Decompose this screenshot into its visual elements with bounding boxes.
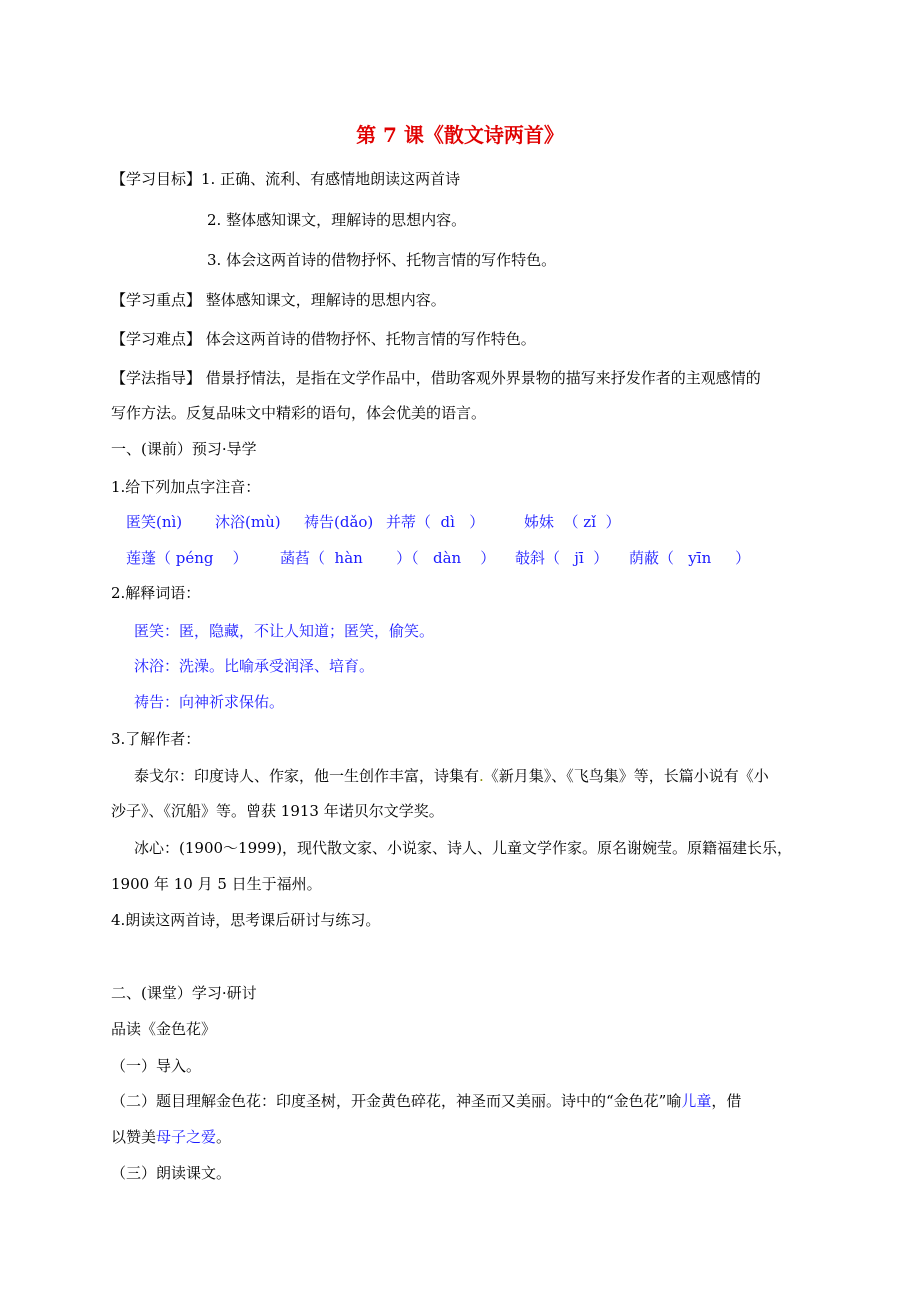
step-1: （一）导入。 (111, 1057, 202, 1075)
goals-label: 【学习目标】 (111, 170, 202, 188)
section2-subheading: 品读《金色花》 (111, 1020, 217, 1038)
pinyin-item: 攲斜（ jī ） (515, 549, 609, 567)
method-label: 【学法指导】 (111, 369, 202, 387)
step-3: （三）朗读课文。 (111, 1164, 232, 1182)
step-2-answer: 儿童 (681, 1092, 712, 1110)
highlight-dot: . (479, 767, 484, 785)
tagore-text-a: 泰戈尔：印度诗人、作家，他一生创作丰富，诗集有 (134, 767, 480, 785)
pinyin-item: 沐浴(mù) (215, 513, 281, 531)
method-text: 借景抒情法，是指在文学作品中，借助客观外界景物的描写来抒发作者的主观感情的 (205, 369, 761, 387)
step-2-line-2 (111, 1127, 231, 1147)
difficulty-line (111, 329, 536, 349)
pinyin-item: 并蒂（ dì ） (386, 513, 485, 531)
tagore-line-1 (134, 766, 769, 786)
difficulty-label: 【学习难点】 (111, 330, 202, 348)
definition-item: 沐浴：洗澡。比喻承受润泽、培育。 (134, 657, 375, 675)
method-line-2: 写作方法。反复品味文中精彩的语句，体会优美的语言。 (111, 404, 487, 422)
step-2-answer: 母子之爱 (156, 1128, 217, 1146)
step-2-text: 以赞美 (111, 1128, 157, 1146)
page-title: 第 7 课《散文诗两首》 (356, 123, 564, 147)
key-point-line (111, 290, 446, 310)
bingxin-line-1: 冰心：(1900～1999)，现代散文家、小说家、诗人、儿童文学作家。原名谢婉莹。原籍福建长乐， (134, 839, 793, 857)
tagore-line-2: 沙子》、《沉船》等。曾获 1913 年诺贝尔文学奖。 (111, 802, 444, 820)
question-4: 4.朗读这两首诗，思考课后研讨与练习。 (111, 911, 381, 929)
section1-heading: 一、(课前）预习·导学 (111, 440, 257, 458)
goal-item: 2. 整体感知课文，理解诗的思想内容。 (207, 211, 467, 229)
step-2-text: ，借 (711, 1092, 742, 1110)
step-2-line-1 (111, 1091, 741, 1111)
key-point-text: 整体感知课文，理解诗的思想内容。 (205, 291, 446, 309)
step-2-text: 。 (216, 1128, 232, 1146)
pinyin-item: 荫蔽（ yīn ） (629, 549, 751, 567)
definition-item: 祷告：向神祈求保佑。 (134, 693, 285, 711)
step-2-text: （二）题目理解金色花：印度圣树，开金黄色碎花，神圣而又美丽。诗中的“金色花”喻 (111, 1092, 682, 1110)
goal-item: 1. 正确、流利、有感情地朗读这两首诗 (201, 170, 461, 188)
question-3: 3.了解作者： (111, 730, 201, 748)
difficulty-text: 体会这两首诗的借物抒怀、托物言情的写作特色。 (205, 330, 536, 348)
pinyin-item: 姊妹 （ zǐ ） (524, 513, 621, 531)
definition-item: 匿笑：匿，隐藏，不让人知道；匿笑，偷笑。 (134, 622, 435, 640)
question-2: 2.解释词语： (111, 584, 201, 602)
question-1: 1.给下列加点字注音： (111, 478, 261, 496)
pinyin-item: 菡萏（ hàn ）（ dàn ） (280, 549, 496, 567)
tagore-text-b: 《新月集》、《飞鸟集》等，长篇小说有《小 (483, 767, 769, 785)
pinyin-item: 祷告(dǎo) (304, 513, 374, 531)
bingxin-line-2: 1900 年 10 月 5 日生于福州。 (111, 875, 322, 893)
goals-line-1 (111, 169, 460, 189)
key-point-label: 【学习重点】 (111, 291, 202, 309)
method-line-1 (111, 368, 761, 388)
section2-heading: 二、(课堂）学习·研讨 (111, 984, 257, 1002)
pinyin-item: 匿笑(nì) (126, 513, 183, 531)
pinyin-item: 莲蓬（ péng ） (126, 549, 248, 567)
goal-item: 3. 体会这两首诗的借物抒怀、托物言情的写作特色。 (207, 251, 557, 269)
